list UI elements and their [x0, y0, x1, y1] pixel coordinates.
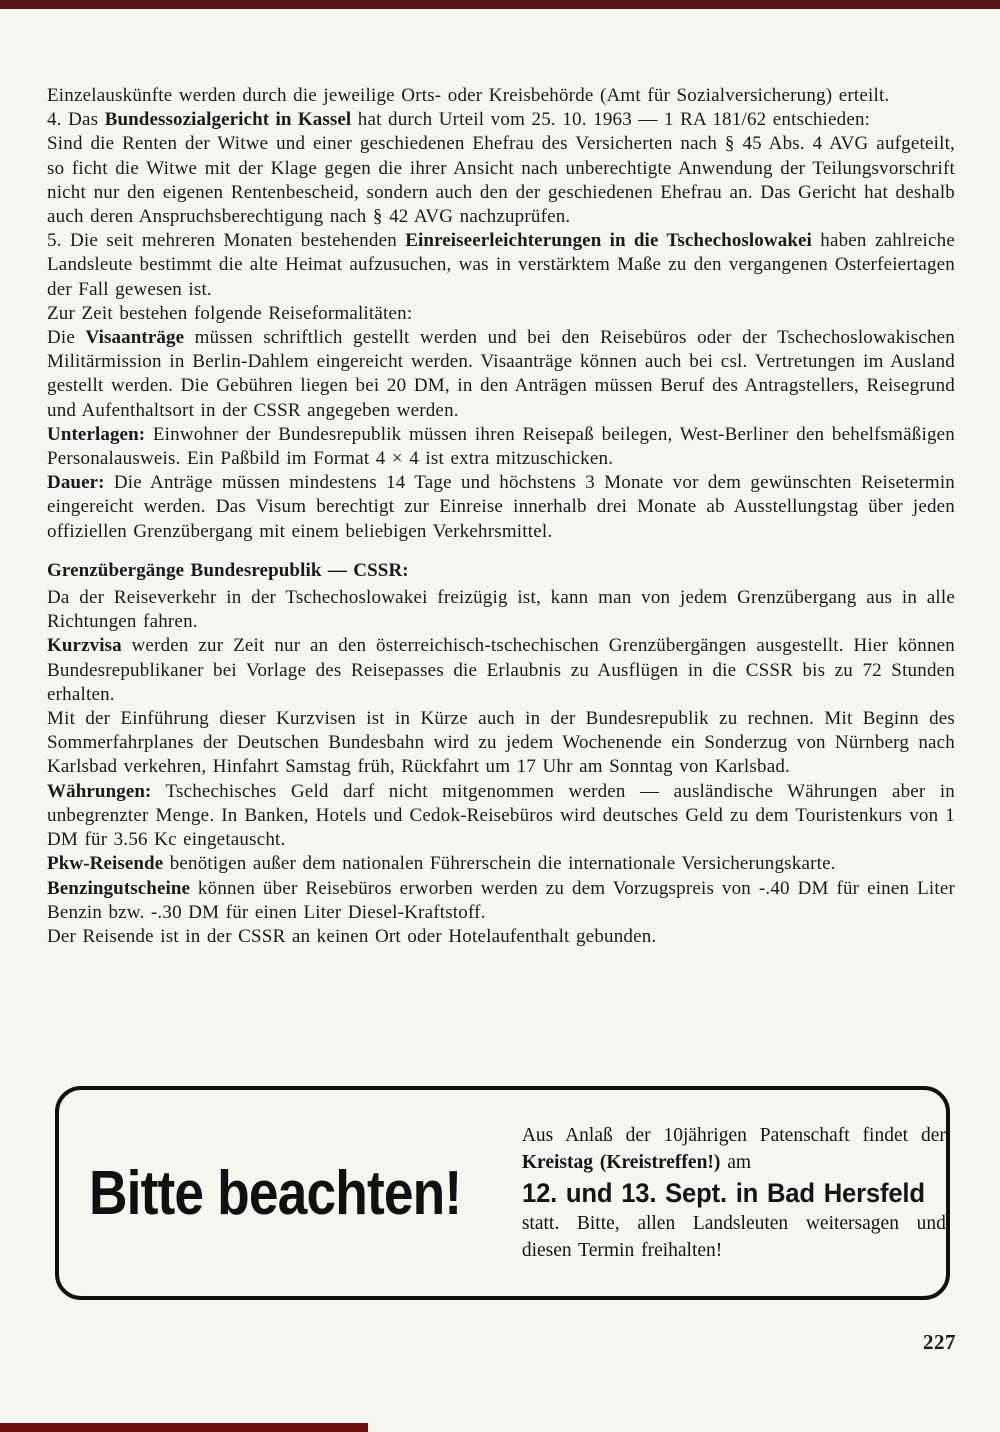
- paragraph: [47, 780, 955, 853]
- paragraph-bold-text: Einreiseerleichterungen in die Tschechoslowakei: [405, 230, 812, 252]
- paragraph-bold-text: Grenzübergänge Bundesrepublik — CSSR:: [47, 559, 409, 581]
- scan-edge-bottom: [0, 1423, 368, 1432]
- notice-headline: Bitte beachten!: [89, 1158, 462, 1228]
- paragraph: [47, 707, 955, 780]
- notice-intro: [522, 1122, 946, 1176]
- paragraph-text: 4. Das: [47, 109, 105, 131]
- paragraph-bold-text: Pkw-Reisende: [47, 853, 164, 875]
- paragraph: [47, 108, 955, 132]
- paragraph-text: Die: [47, 327, 86, 349]
- paragraph: [47, 852, 955, 876]
- paragraph-bold-text: Währungen:: [47, 780, 152, 802]
- notice-text: [522, 1122, 946, 1264]
- paragraph: [47, 877, 955, 925]
- paragraph-text: Die Anträge müssen mindestens 14 Tage und höchstens 3 Monate vor dem gewünschten Reisetermin eingereicht werden. Das Visum berechtigt zur Einreise innerhalb drei Monate ab Ausstellungstag über jeden offiziellen Grenzübergang mit einem beliebigen Verkehrsmittel.: [47, 472, 955, 542]
- paragraph: [47, 471, 955, 544]
- notice-box: [55, 1086, 950, 1300]
- paragraph-text: Da der Reiseverkehr in der Tschechoslowakei freizügig ist, kann man von jedem Grenzübergang aus in alle Richtungen fahren.: [47, 587, 955, 633]
- paragraph-text: Sind die Renten der Witwe und einer geschiedenen Ehefrau des Versicherten nach § 45 Abs. 4 AVG aufgeteilt, so ficht die Witwe mit der Klage gegen die ihrer Ansicht nach unberechtigte Anwendung der Teilungsvorschrift nicht nur den eigenen Rentenbescheid, sondern auch den der geschiedenen Ehefrau an. Das Gericht hat deshalb auch deren Anspruchsberechtigung nach § 42 AVG nachzuprüfen.: [47, 133, 955, 228]
- paragraph-bold-text: Bundessozialgericht in Kassel: [104, 109, 352, 131]
- paragraph-bold-text: Visaanträge: [85, 327, 185, 349]
- scan-edge-top: [0, 0, 1000, 9]
- paragraph-bold-text: Benzingutscheine: [47, 877, 191, 899]
- paragraph: [47, 586, 955, 634]
- paragraph-bold-text: Unterlagen:: [47, 423, 146, 445]
- paragraph: [47, 423, 955, 471]
- notice-intro-tail: am: [720, 1152, 752, 1173]
- paragraph-text: können über Reisebüros erworben werden zu dem Vorzugspreis von -.40 DM für einen Liter Benzin bzw. -.30 DM für einen Liter Diesel-Kraftstoff.: [47, 877, 955, 923]
- paragraph-text: Tschechisches Geld darf nicht mitgenommen werden — ausländische Währungen aber in unbegrenzter Menge. In Banken, Hotels und Cedok-Reisebüros wird deutsches Geld zu dem Touristenkurs von 1 DM für 3.56 Kc eingetauscht.: [47, 780, 955, 851]
- paragraph: [47, 229, 955, 302]
- paragraph-text: müssen schriftlich gestellt werden und bei den Reisebüros oder der Tschechoslowakischen Militärmission in Berlin-Dahlem eingereicht werden. Visaanträge können auch bei csl. Vertretungen im Ausland gestellt werden. Die Gebühren liegen bei 20 DM, in den Anträgen müssen Beruf des Antragstellers, Reisegrund und Aufenthaltsort in der CSSR angegeben werden.: [47, 327, 956, 421]
- notice-intro-text: Aus Anlaß der 10jährigen Patenschaft findet der: [521, 1125, 946, 1146]
- paragraph: [47, 302, 955, 326]
- article-body: [47, 84, 955, 949]
- paragraph-text: benötigen außer dem nationalen Führerschein die internationale Versicherungskarte.: [163, 853, 836, 875]
- paragraph-text: Mit der Einführung dieser Kurzvisen ist in Kürze auch in der Bundesrepublik zu rechnen. Mit Beginn des Sommerfahrplanes der Deutschen Bundesbahn wird zu jedem Wochenende ein Sonderzug von Nürnberg nach Karlsbad verkehren, Hinfahrt Samstag früh, Rückfahrt um 17 Uhr am Sonntag von Karlsbad.: [47, 708, 955, 778]
- paragraph: [47, 634, 955, 707]
- notice-intro-bold: Kreistag (Kreistreffen!): [521, 1152, 721, 1173]
- paragraph: [47, 326, 955, 423]
- page-number: 227: [923, 1330, 956, 1354]
- paragraph-text: haben zahlreiche Landsleute bestimmt die alte Heimat aufzusuchen, was in verstärktem Maße zu den vergangenen Osterfeiertagen der Fall gewesen ist.: [47, 230, 955, 300]
- paragraph-text: Einzelauskünfte werden durch die jeweilige Orts- oder Kreisbehörde (Amt für Sozialversicherung) erteilt.: [47, 85, 890, 106]
- paragraph-text: Einwohner der Bundesrepublik müssen ihren Reisepaß beilegen, West-Berliner den behelfsmäßigen Personalausweis. Ein Paßbild im Format 4 × 4 ist extra mitzuschicken.: [47, 423, 955, 470]
- paragraph-bold-text: Kurzvisa: [47, 635, 122, 657]
- paragraph-text: 5. Die seit mehreren Monaten bestehenden: [47, 230, 406, 252]
- paragraph: [47, 84, 955, 108]
- paragraph: [47, 925, 955, 949]
- notice-outro: statt. Bitte, allen Landsleuten weitersagen und diesen Termin freihalten!: [521, 1213, 946, 1261]
- paragraph-bold-text: Dauer:: [47, 472, 105, 494]
- paragraph-text: Zur Zeit bestehen folgende Reiseformalitäten:: [47, 302, 413, 324]
- paragraph-text: hat durch Urteil vom 25. 10. 1963 — 1 RA 181/62 entschieden:: [351, 109, 871, 131]
- paragraph-text: werden zur Zeit nur an den österreichisch-tschechischen Grenzübergängen ausgestellt. Hier können Bundesrepublikaner bei Vorlage des Reisepasses die Erlaubnis zu Ausflügen in die CSSR bis zu 72 Stunden erhalten.: [47, 635, 955, 705]
- paragraph: [47, 132, 955, 229]
- paragraph-text: Der Reisende ist in der CSSR an keinen Ort oder Hotelaufenthalt gebunden.: [47, 925, 657, 947]
- section-heading: [47, 559, 955, 583]
- notice-date-line: 12. und 13. Sept. in Bad Hersfeld: [521, 1178, 925, 1208]
